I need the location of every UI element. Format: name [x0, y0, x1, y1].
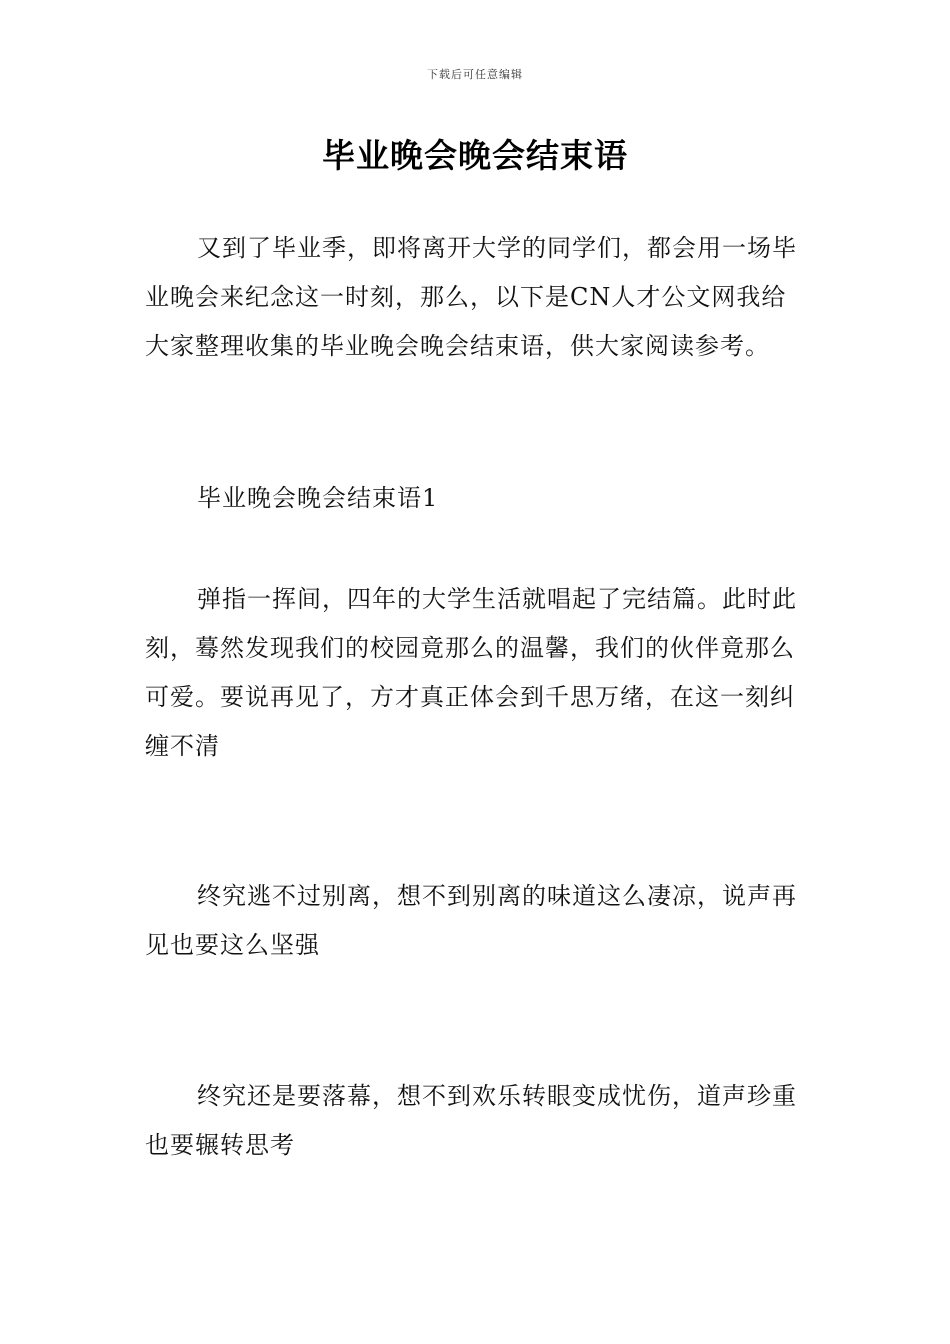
body-paragraph-1: 弹指一挥间，四年的大学生活就唱起了完结篇。此时此刻，蓦然发现我们的校园竟那么的温馨，我们的伙伴竟那么可爱。要说再见了，方才真正体会到千思万绪，在这一刻纠缠不清 [145, 585, 797, 760]
header-note: 下载后可任意编辑 [427, 68, 523, 81]
intro-paragraph: 又到了毕业季，即将离开大学的同学们，都会用一场毕业晚会来纪念这一时刻，那么，以下是CN人才公文网我给大家整理收集的毕业晚会晚会结束语，供大家阅读参考。 [145, 234, 797, 360]
document-title: 毕业晚会晚会结束语 [322, 136, 628, 175]
body-paragraph-3: 终究还是要落幕，想不到欢乐转眼变成忧伤，道声珍重也要辗转思考 [145, 1082, 797, 1159]
section-heading: 毕业晚会晚会结束语1 [197, 484, 439, 512]
body-paragraph-2: 终究逃不过别离，想不到别离的味道这么凄凉，说声再见也要这么坚强 [145, 882, 797, 959]
